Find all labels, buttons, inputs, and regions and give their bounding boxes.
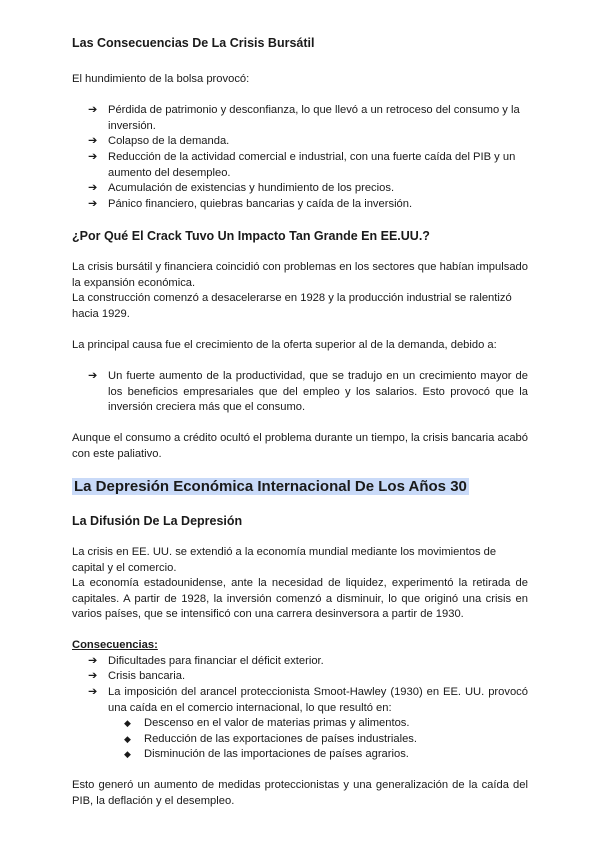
subsection-heading-diffusion: La Difusión De La Depresión [72, 514, 243, 528]
list-item [88, 685, 528, 716]
list-item [88, 134, 528, 150]
list-item [88, 654, 528, 670]
list-item-text: Un fuerte aumento de la productividad, que se tradujo en un crecimiento mayor de los beneficios empresariales que del empleo y los salarios. Esto provocó que la inversión creciera más que el consumo. [108, 370, 528, 413]
list-item [88, 669, 528, 685]
list-item [88, 197, 528, 213]
arrow-icon: ➔ [88, 151, 98, 163]
arrow-icon: ➔ [88, 655, 98, 667]
sub-list-item-text: Reducción de las exportaciones de países industriales. [144, 733, 418, 745]
list-item-text: Colapso de la demanda. [108, 135, 230, 147]
paragraph: Aunque el consumo a crédito ocultó el problema durante un tiempo, la crisis bancaria acabó con este paliativo. [72, 432, 528, 460]
list-item-text: Pánico financiero, quiebras bancarias y caída de la inversión. [108, 198, 413, 210]
closing-paragraph: Esto generó un aumento de medidas proteccionistas y una generalización de la caída del PIB, la deflación y el desempleo. [72, 779, 528, 807]
paragraph: La crisis bursátil y financiera coincidió con problemas en los sectores que habían impulsado la expansión económica. [72, 261, 528, 289]
arrow-icon: ➔ [88, 198, 98, 210]
diamond-icon: ◆ [124, 718, 131, 728]
list-item [88, 369, 528, 416]
arrow-icon: ➔ [88, 135, 98, 147]
paragraph: La principal causa fue el crecimiento de la oferta superior al de la demanda, debido a: [72, 339, 497, 351]
list-item-text: Reducción de la actividad comercial e industrial, con una fuerte caída del PIB y un aumento del desempleo. [108, 151, 516, 179]
diamond-icon: ◆ [124, 749, 131, 759]
section-heading-consequences: Las Consecuencias De La Crisis Bursátil [72, 36, 315, 50]
sub-list-item-text: Descenso en el valor de materias primas y alimentos. [144, 717, 410, 729]
section-heading-why-crack: ¿Por Qué El Crack Tuvo Un Impacto Tan Grande En EE.UU.? [72, 229, 430, 243]
highlighted-heading: La Depresión Económica Internacional De Los Años 30 [74, 478, 467, 495]
list-item [88, 150, 528, 181]
sub-list-item [124, 732, 528, 748]
list-item-text: Crisis bancaria. [108, 670, 186, 682]
arrow-icon: ➔ [88, 686, 98, 698]
section-heading-depression [72, 478, 469, 495]
list-item-text: Dificultades para financiar el déficit exterior. [108, 655, 324, 667]
list-item [88, 181, 528, 197]
arrow-icon: ➔ [88, 104, 98, 116]
sub-list-item-text: Disminución de las importaciones de países agrarios. [144, 748, 409, 760]
arrow-icon: ➔ [88, 370, 98, 382]
paragraph: La construcción comenzó a desacelerarse en 1928 y la producción industrial se ralentizó hacia 1929. [72, 292, 512, 320]
arrow-icon: ➔ [88, 182, 98, 194]
sub-list-item [124, 747, 528, 763]
list-item [88, 103, 528, 134]
paragraph: La crisis en EE. UU. se extendió a la economía mundial mediante los movimientos de capital y el comercio. [72, 546, 497, 574]
paragraph: La economía estadounidense, ante la necesidad de liquidez, experimentó la retirada de capitales. A partir de 1928, la inversión comenzó a disminuir, lo que originó una crisis en varios países, que se intensificó con una carrera desinversora a partir de 1930. [72, 577, 528, 620]
intro-paragraph: El hundimiento de la bolsa provocó: [72, 73, 250, 85]
sub-list-item [124, 716, 528, 732]
list-item-text: Acumulación de existencias y hundimiento de los precios. [108, 182, 395, 194]
list-item-text: La imposición del arancel proteccionista Smoot-Hawley (1930) en EE. UU. provocó una caída en el comercio internacional, lo que resultó en: [108, 686, 528, 714]
arrow-icon: ➔ [88, 670, 98, 682]
list-item-text: Pérdida de patrimonio y desconfianza, lo que llevó a un retroceso del consumo y la inversión. [108, 104, 520, 132]
diamond-icon: ◆ [124, 734, 131, 744]
consequences-label: Consecuencias: [72, 639, 158, 651]
